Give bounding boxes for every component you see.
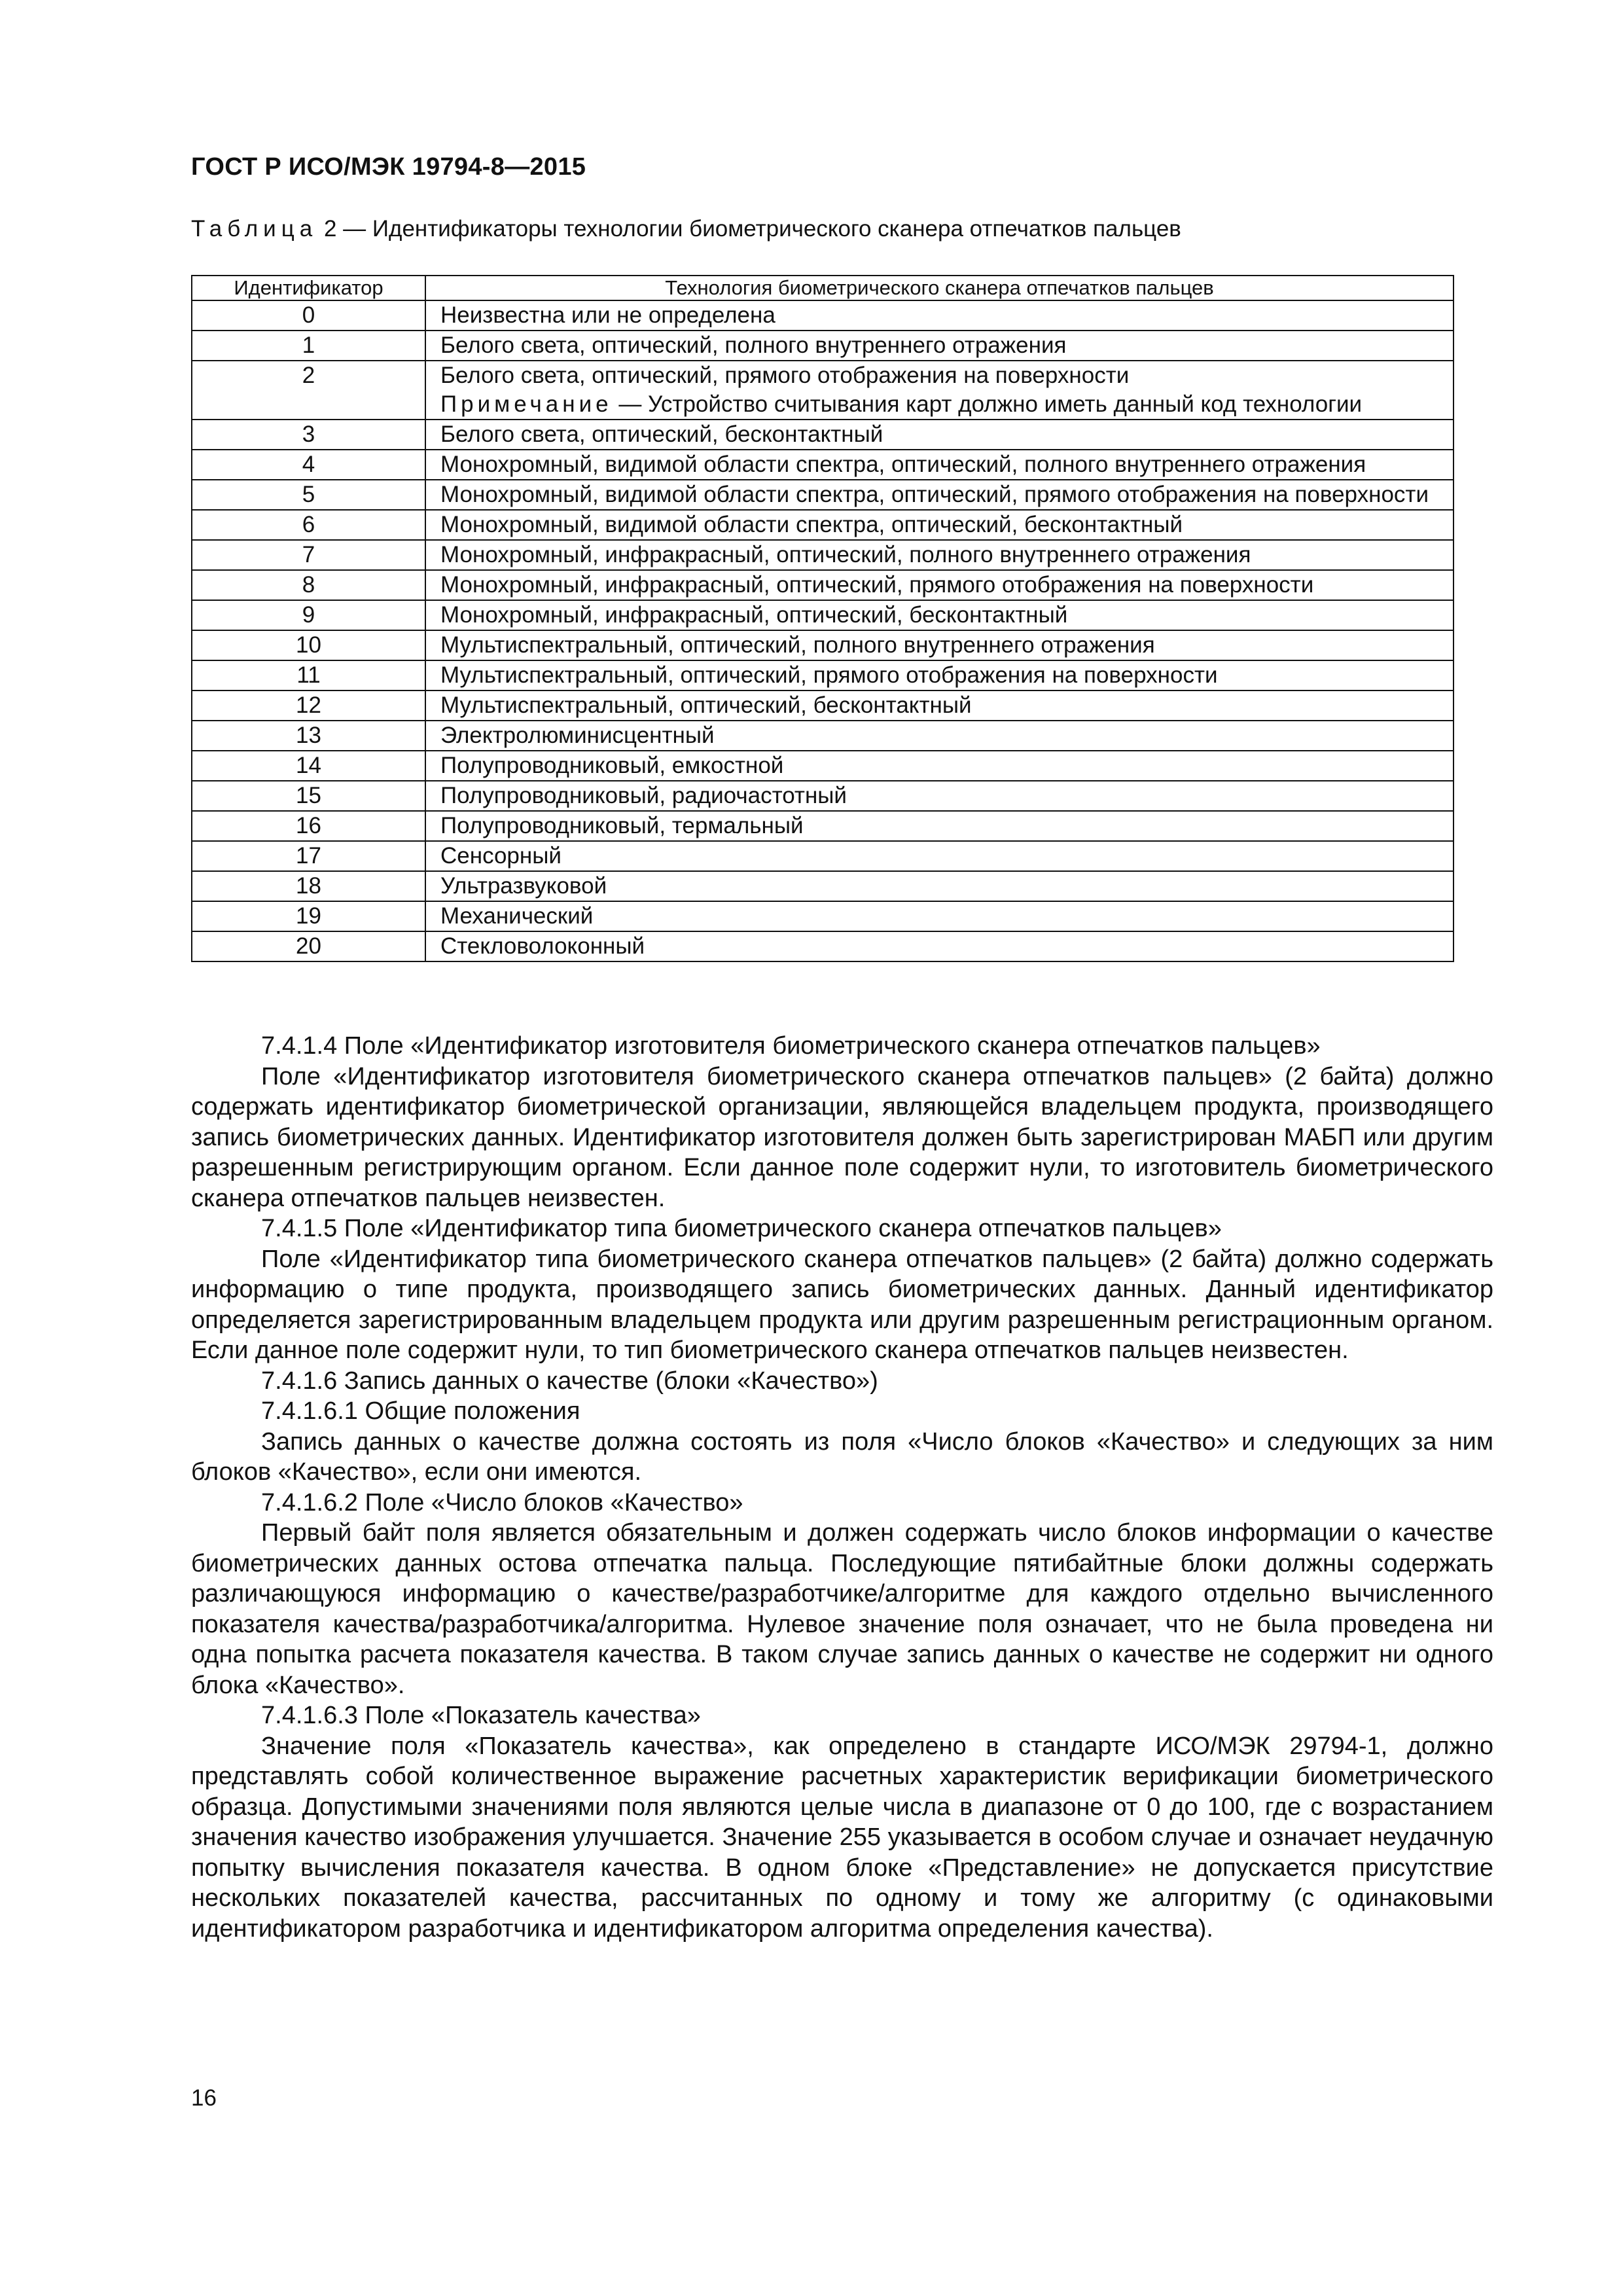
table-row xyxy=(192,570,1454,600)
technology-cell: Монохромный, инфракрасный, оптический, полного внутреннего отражения xyxy=(425,540,1454,570)
identifier-cell: 12 xyxy=(192,691,425,721)
technology-cell: Полупроводниковый, термальный xyxy=(425,811,1454,841)
section-heading-7-4-1-6-2: 7.4.1.6.2 Поле «Число блоков «Качество» xyxy=(261,1488,743,1516)
note-label: Примечание xyxy=(440,391,613,417)
technology-cell: Белого света, оптический, бесконтактный xyxy=(425,420,1454,450)
technology-cell: Полупроводниковый, емкостной xyxy=(425,751,1454,781)
identifier-cell: 5 xyxy=(192,480,425,510)
table-row xyxy=(192,841,1454,871)
table-row xyxy=(192,721,1454,751)
table-row xyxy=(192,691,1454,721)
table-row xyxy=(192,600,1454,630)
identifier-cell: 11 xyxy=(192,660,425,691)
identifier-cell: 7 xyxy=(192,540,425,570)
table-row xyxy=(192,751,1454,781)
paragraph: Поле «Идентификатор изготовителя биометрического сканера отпечатков пальцев» (2 байта) должно содержать идентификатор биометрической организации, являющейся владельцем продукта, производящего запись биометрических данных. Идентификатор изготовителя должен быть зарегистрирован МАБП или другим разрешенным регистрирующим органом. Если данное поле содержит нули, то изготовитель биометрического сканера отпечатков пальцев неизвестен. xyxy=(191,1062,1493,1212)
table-row xyxy=(192,811,1454,841)
column-header-technology: Технология биометрического сканера отпечатков пальцев xyxy=(425,276,1454,300)
section-heading-7-4-1-6-3: 7.4.1.6.3 Поле «Показатель качества» xyxy=(261,1702,701,1729)
identifier-cell: 4 xyxy=(192,450,425,480)
identifier-cell: 1 xyxy=(192,331,425,361)
document-header: ГОСТ Р ИСО/МЭК 19794-8—2015 xyxy=(191,153,586,181)
note-text: — Устройство считывания карт должно иметь данный код технологии xyxy=(612,391,1363,417)
paragraph: Значение поля «Показатель качества», как определено в стандарте ИСО/МЭК 29794-1, должно представлять собой количественное выражение расчетных характеристик верификации биометрического образца. Допустимыми значениями поля являются целые числа в диапазоне от 0 до 100, где с возрастанием значения качество изображения улучшается. Значение 255 указывается в особом случае и означает неудачную попытку вычисления показателя качества. В одном блоке «Представление» не допускается присутствие нескольких показателей качества, рассчитанных по одному и тому же алгоритму (с одинаковыми идентификатором разработчика и идентификатором алгоритма определения качества). xyxy=(191,1732,1493,1943)
identifier-cell: 6 xyxy=(192,510,425,540)
technology-cell: Электролюминисцентный xyxy=(425,721,1454,751)
technology-text: Белого света, оптический, прямого отображения на поверхности xyxy=(440,363,1130,388)
technology-cell: Механический xyxy=(425,901,1454,931)
technology-cell: Полупроводниковый, радиочастотный xyxy=(425,781,1454,811)
paragraph: Поле «Идентификатор типа биометрического сканера отпечатков пальцев» (2 байта) должно содержать информацию о типе продукта, производящего запись биометрических данных. Данный идентификатор определяется зарегистрированным владельцем продукта или другим разрешенным регистрационным органом. Если данное поле содержит нули, то тип биометрического сканера отпечатков пальцев неизвестен. xyxy=(191,1245,1493,1364)
identifier-cell: 10 xyxy=(192,630,425,660)
table-row xyxy=(192,660,1454,691)
table-note xyxy=(440,390,1438,419)
table-caption-text: — Идентификаторы технологии биометрического сканера отпечатков пальцев xyxy=(336,216,1181,242)
identifier-cell: 16 xyxy=(192,811,425,841)
table-row xyxy=(192,420,1454,450)
identifier-cell: 8 xyxy=(192,570,425,600)
table-row xyxy=(192,331,1454,361)
column-header-identifier: Идентификатор xyxy=(192,276,425,300)
technology-cell xyxy=(425,361,1454,420)
identifier-cell: 9 xyxy=(192,600,425,630)
identifier-cell: 13 xyxy=(192,721,425,751)
table-row xyxy=(192,450,1454,480)
identifier-cell: 2 xyxy=(192,361,425,420)
technology-cell: Монохромный, видимой области спектра, оптический, бесконтактный xyxy=(425,510,1454,540)
body-text xyxy=(191,1031,1493,1944)
section-heading-7-4-1-6: 7.4.1.6 Запись данных о качестве (блоки «Качество») xyxy=(261,1367,878,1395)
technology-cell: Ультразвуковой xyxy=(425,871,1454,901)
identifier-cell: 14 xyxy=(192,751,425,781)
identifier-cell: 18 xyxy=(192,871,425,901)
table-row xyxy=(192,361,1454,420)
table-row xyxy=(192,540,1454,570)
table-row xyxy=(192,901,1454,931)
technology-cell: Монохромный, видимой области спектра, оптический, прямого отображения на поверхности xyxy=(425,480,1454,510)
technology-cell: Мультиспектральный, оптический, бесконтактный xyxy=(425,691,1454,721)
table-row xyxy=(192,781,1454,811)
paragraph: Запись данных о качестве должна состоять из поля «Число блоков «Качество» и следующих за ним блоков «Качество», если они имеются. xyxy=(191,1427,1493,1486)
identifier-cell: 20 xyxy=(192,931,425,961)
table-header-row xyxy=(192,276,1454,300)
identifier-cell: 19 xyxy=(192,901,425,931)
identifier-cell: 17 xyxy=(192,841,425,871)
identifier-cell: 3 xyxy=(192,420,425,450)
scanner-technology-table xyxy=(191,275,1454,962)
technology-cell: Мультиспектральный, оптический, прямого отображения на поверхности xyxy=(425,660,1454,691)
technology-cell: Белого света, оптический, полного внутреннего отражения xyxy=(425,331,1454,361)
identifier-cell: 0 xyxy=(192,300,425,331)
table-caption-label: Таблица xyxy=(191,216,318,242)
paragraph: Первый байт поля является обязательным и должен содержать число блоков информации о качестве биометрических данных остова отпечатка пальца. Последующие пятибайтные блоки должны содержать различающуюся информацию о качестве/разработчике/алгоритме для каждого отдельно вычисленного показателя качества/разработчика/алгоритма. Нулевое значение поля означает, что не была проведена ни одна попытка расчета показателя качества. В таком случае запись данных о качестве не содержит ни одного блока «Качество». xyxy=(191,1519,1493,1699)
page-number: 16 xyxy=(191,2085,217,2111)
table-caption xyxy=(191,216,1181,242)
identifier-cell: 15 xyxy=(192,781,425,811)
table-row xyxy=(192,300,1454,331)
technology-cell: Монохромный, видимой области спектра, оптический, полного внутреннего отражения xyxy=(425,450,1454,480)
technology-cell: Неизвестна или не определена xyxy=(425,300,1454,331)
technology-cell: Мультиспектральный, оптический, полного внутреннего отражения xyxy=(425,630,1454,660)
table-row xyxy=(192,871,1454,901)
table-row xyxy=(192,480,1454,510)
section-heading-7-4-1-4: 7.4.1.4 Поле «Идентификатор изготовителя биометрического сканера отпечатков пальцев» xyxy=(261,1032,1321,1060)
section-heading-7-4-1-6-1: 7.4.1.6.1 Общие положения xyxy=(261,1397,580,1425)
table-row xyxy=(192,630,1454,660)
table-row xyxy=(192,510,1454,540)
technology-cell: Сенсорный xyxy=(425,841,1454,871)
technology-cell: Монохромный, инфракрасный, оптический, бесконтактный xyxy=(425,600,1454,630)
technology-cell: Монохромный, инфракрасный, оптический, прямого отображения на поверхности xyxy=(425,570,1454,600)
technology-cell: Стекловолоконный xyxy=(425,931,1454,961)
section-heading-7-4-1-5: 7.4.1.5 Поле «Идентификатор типа биометрического сканера отпечатков пальцев» xyxy=(261,1215,1222,1242)
table-row xyxy=(192,931,1454,961)
table-caption-number: 2 xyxy=(323,216,337,242)
